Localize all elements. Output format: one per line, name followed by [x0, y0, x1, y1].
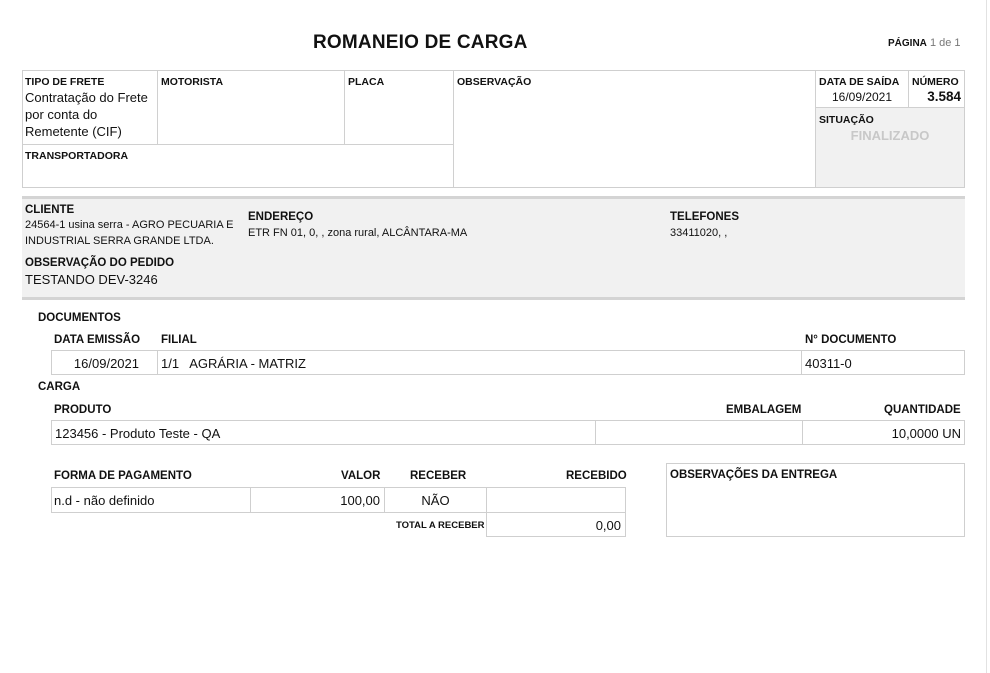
page-right-edge: [986, 0, 987, 673]
doc-col-filial: FILIAL: [161, 334, 197, 346]
tipo-frete-value-1: Contratação do Frete: [25, 90, 148, 105]
carga-row-quantidade-cell: [802, 420, 965, 445]
obs-pedido-value: TESTANDO DEV-3246: [25, 272, 158, 287]
doc-col-numero: N° DOCUMENTO: [805, 334, 897, 346]
page-counter: [888, 37, 961, 49]
pag-col-receber: RECEBER: [410, 470, 467, 482]
pag-row-forma: n.d - não definido: [54, 493, 155, 508]
doc-row-numero: 40311-0: [805, 356, 852, 371]
page-value: 1 de 1: [929, 37, 961, 49]
divider: [157, 71, 158, 144]
cliente-label: CLIENTE: [25, 204, 75, 216]
cliente-value-1: 24564-1 usina serra - AGRO PECUARIA E: [25, 219, 234, 231]
total-receber-cell: [486, 512, 626, 537]
doc-row-filial: 1/1 AGRÁRIA - MATRIZ: [161, 356, 306, 371]
obs-pedido-label: OBSERVAÇÃO DO PEDIDO: [25, 257, 175, 269]
pag-col-forma: FORMA DE PAGAMENTO: [54, 470, 192, 482]
carga-row-produto-cell: [51, 420, 596, 445]
page-title: ROMANEIO DE CARGA: [313, 32, 528, 53]
pag-col-recebido: RECEBIDO: [566, 470, 627, 482]
placa-label: PLACA: [348, 76, 385, 88]
carga-col-embalagem: EMBALAGEM: [726, 404, 802, 416]
tipo-frete-value-2: por conta do: [25, 107, 98, 122]
endereco-label: ENDEREÇO: [248, 211, 314, 223]
telefones-label: TELEFONES: [670, 211, 740, 223]
endereco-value: ETR FN 01, 0, , zona rural, ALCÂNTARA-MA: [248, 227, 468, 239]
carga-row-quantidade: 10,0000 UN: [891, 426, 961, 441]
doc-row-data: 16/09/2021: [73, 356, 139, 371]
doc-row-numero-cell: [801, 350, 965, 375]
numero-label: NÚMERO: [912, 76, 959, 88]
pag-row-receber: NÃO: [421, 493, 450, 508]
page-label: PÁGINA: [888, 38, 927, 49]
pag-row-receber-cell: [384, 487, 487, 513]
carga-row-produto: 123456 - Produto Teste - QA: [55, 426, 221, 441]
divider: [344, 71, 345, 144]
doc-row-data-cell: [51, 350, 158, 375]
divider: [453, 71, 454, 187]
total-receber-value: 0,00: [595, 518, 621, 533]
tipo-frete-label: TIPO DE FRETE: [25, 76, 105, 88]
pag-row-valor-cell: [250, 487, 385, 513]
pag-row-valor: 100,00: [340, 493, 380, 508]
pag-col-valor: VALOR: [341, 470, 381, 482]
documentos-section-label: DOCUMENTOS: [38, 312, 121, 324]
total-receber-label: TOTAL A RECEBER: [396, 520, 485, 531]
doc-col-data: DATA EMISSÃO: [54, 334, 141, 346]
doc-row-filial-cell: [157, 350, 802, 375]
tipo-frete-value-3: Remetente (CIF): [25, 124, 122, 139]
obs-entrega-label: OBSERVAÇÕES DA ENTREGA: [670, 469, 838, 481]
cliente-block: [22, 196, 965, 300]
observacao-label: OBSERVAÇÃO: [457, 76, 532, 88]
carga-section-label: CARGA: [38, 381, 81, 393]
divider: [23, 144, 453, 145]
carga-row-embalagem-cell: [595, 420, 803, 445]
cliente-value-2: INDUSTRIAL SERRA GRANDE LTDA.: [25, 235, 214, 247]
transportadora-label: TRANSPORTADORA: [25, 150, 129, 162]
pag-row-recebido-cell: [486, 487, 626, 513]
pag-row-forma-cell: [51, 487, 251, 513]
situacao-value: FINALIZADO: [850, 128, 930, 143]
data-saida-label: DATA DE SAÍDA: [819, 76, 900, 88]
motorista-label: MOTORISTA: [161, 76, 224, 88]
telefones-value: 33411020, ,: [670, 227, 728, 239]
carga-col-quantidade: QUANTIDADE: [884, 404, 961, 416]
data-saida-value: 16/09/2021: [831, 90, 893, 104]
numero-value: 3.584: [927, 89, 961, 104]
situacao-label: SITUAÇÃO: [819, 114, 874, 126]
carga-col-produto: PRODUTO: [54, 404, 112, 416]
